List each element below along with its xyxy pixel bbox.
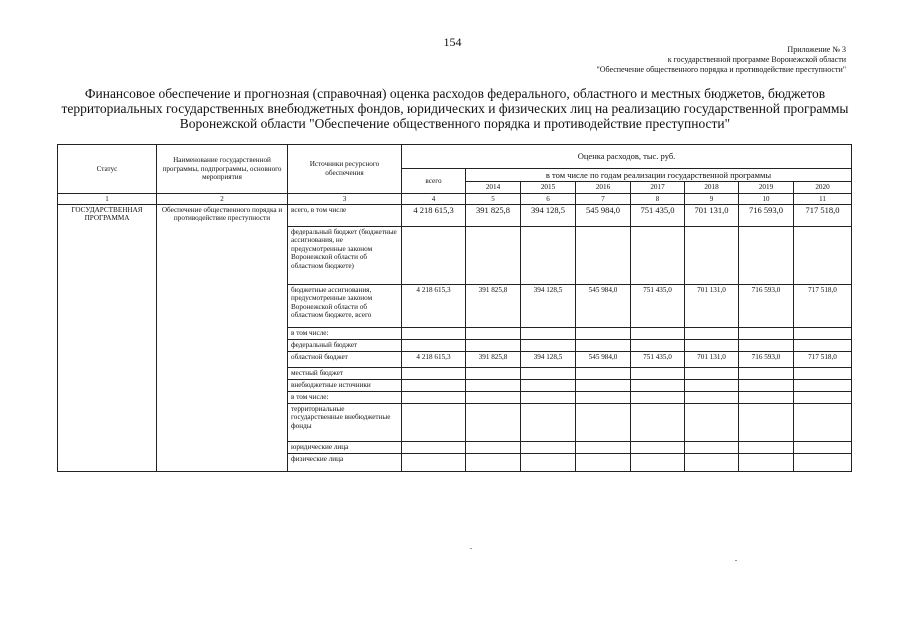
source-cell: федеральный бюджет (бюджетные ассигнования, не предусмотренные законом Воронежской области об областном бюджете)	[288, 226, 402, 284]
year-value-cell	[685, 441, 739, 453]
year-value-cell	[794, 391, 852, 403]
source-cell: бюджетные ассигнования, предусмотренные законом Воронежской области об областном бюджете, всего	[288, 284, 402, 327]
appendix-line-3: "Обеспечение общественного порядка и противодействие преступности"	[596, 65, 846, 74]
year-value-cell	[794, 327, 852, 339]
column-number: 4	[402, 193, 466, 204]
table-body	[58, 204, 852, 471]
year-value-cell	[521, 226, 576, 284]
year-value-cell: 545 984,0	[576, 204, 631, 226]
year-value-cell: 391 825,8	[466, 204, 521, 226]
year-value-cell	[521, 327, 576, 339]
appendix-line-2: к государственной программе Воронежской области	[667, 55, 846, 64]
total-cell	[402, 391, 466, 403]
year-value-cell	[466, 403, 521, 441]
header-estimate: Оценка расходов, тыс. руб.	[402, 145, 852, 169]
appendix-note	[596, 45, 846, 75]
total-cell	[402, 441, 466, 453]
header-year: 2020	[794, 182, 852, 194]
column-number: 6	[521, 193, 576, 204]
total-cell	[402, 339, 466, 351]
year-value-cell	[739, 441, 794, 453]
program-name-cell: Обеспечение общественного порядка и противодействие преступности	[157, 204, 288, 471]
year-value-cell	[739, 379, 794, 391]
year-value-cell: 701 131,0	[685, 204, 739, 226]
year-value-cell	[466, 379, 521, 391]
program-status-cell: ГОСУДАРСТВЕННАЯ ПРОГРАММА	[58, 204, 157, 471]
year-value-cell	[739, 391, 794, 403]
year-value-cell: 751 435,0	[631, 284, 685, 327]
source-cell: юридические лица	[288, 441, 402, 453]
column-number: 10	[739, 193, 794, 204]
year-value-cell: 716 593,0	[739, 204, 794, 226]
year-value-cell	[794, 226, 852, 284]
year-value-cell	[631, 403, 685, 441]
total-cell: 4 218 615,3	[402, 284, 466, 327]
source-cell: в том числе:	[288, 391, 402, 403]
year-value-cell	[794, 441, 852, 453]
year-value-cell	[631, 226, 685, 284]
year-value-cell: 716 593,0	[739, 284, 794, 327]
header-status: Статус	[58, 145, 157, 194]
year-value-cell	[631, 327, 685, 339]
year-value-cell: 394 128,5	[521, 284, 576, 327]
header-program-name: Наименование государственной программы, подпрограммы, основного мероприятия	[157, 145, 288, 194]
year-value-cell	[576, 453, 631, 471]
year-value-cell	[739, 453, 794, 471]
total-cell: 4 218 615,3	[402, 351, 466, 367]
year-value-cell	[794, 453, 852, 471]
column-number: 8	[631, 193, 685, 204]
year-value-cell: 717 518,0	[794, 204, 852, 226]
year-value-cell: 701 131,0	[685, 284, 739, 327]
table-row	[58, 204, 852, 226]
year-value-cell	[576, 379, 631, 391]
year-value-cell	[466, 391, 521, 403]
source-cell: внебюджетные источники	[288, 379, 402, 391]
year-value-cell	[631, 391, 685, 403]
source-cell: территориальные государственные внебюджетные фонды	[288, 403, 402, 441]
year-value-cell	[631, 453, 685, 471]
year-value-cell	[685, 327, 739, 339]
year-value-cell	[631, 441, 685, 453]
header-year: 2017	[631, 182, 685, 194]
year-value-cell	[521, 441, 576, 453]
year-value-cell	[794, 367, 852, 379]
header-year: 2015	[521, 182, 576, 194]
column-number: 9	[685, 193, 739, 204]
year-value-cell: 545 984,0	[576, 284, 631, 327]
year-value-cell	[685, 379, 739, 391]
column-number: 5	[466, 193, 521, 204]
year-value-cell	[631, 339, 685, 351]
year-value-cell	[466, 367, 521, 379]
total-cell	[402, 453, 466, 471]
year-value-cell	[739, 339, 794, 351]
year-value-cell	[576, 367, 631, 379]
source-cell: местный бюджет	[288, 367, 402, 379]
year-value-cell	[576, 403, 631, 441]
scan-speck	[470, 548, 472, 549]
year-value-cell: 394 128,5	[521, 204, 576, 226]
year-value-cell	[794, 339, 852, 351]
header-year: 2014	[466, 182, 521, 194]
page-number: 154	[443, 35, 462, 49]
year-value-cell: 391 825,8	[466, 284, 521, 327]
year-value-cell: 394 128,5	[521, 351, 576, 367]
year-value-cell	[576, 339, 631, 351]
header-year: 2016	[576, 182, 631, 194]
year-value-cell: 716 593,0	[739, 351, 794, 367]
document-title: Финансовое обеспечение и прогнозная (справочная) оценка расходов федерального, областного и местных бюджетов, бюджетов территориальных государственных внебюджетных фондов, юридических и физических лиц на реализацию государственной программы Воронежской области "Обеспечение общественного порядка и противодействие преступности"	[61, 86, 849, 131]
year-value-cell	[631, 379, 685, 391]
total-cell: 4 218 615,3	[402, 204, 466, 226]
year-value-cell: 717 518,0	[794, 351, 852, 367]
year-value-cell	[685, 367, 739, 379]
source-cell: федеральный бюджет	[288, 339, 402, 351]
column-number: 3	[288, 193, 402, 204]
year-value-cell: 751 435,0	[631, 204, 685, 226]
source-cell: физические лица	[288, 453, 402, 471]
year-value-cell	[739, 403, 794, 441]
year-value-cell	[521, 379, 576, 391]
year-value-cell	[576, 391, 631, 403]
year-value-cell	[631, 367, 685, 379]
header-year: 2019	[739, 182, 794, 194]
year-value-cell	[466, 453, 521, 471]
year-value-cell	[739, 226, 794, 284]
year-value-cell: 391 825,8	[466, 351, 521, 367]
column-number: 1	[58, 193, 157, 204]
source-cell: областной бюджет	[288, 351, 402, 367]
year-value-cell	[521, 391, 576, 403]
year-value-cell	[521, 453, 576, 471]
year-value-cell	[739, 327, 794, 339]
total-cell	[402, 226, 466, 284]
year-value-cell	[685, 226, 739, 284]
year-value-cell: 717 518,0	[794, 284, 852, 327]
year-value-cell	[521, 339, 576, 351]
year-value-cell	[794, 379, 852, 391]
year-value-cell: 751 435,0	[631, 351, 685, 367]
total-cell	[402, 327, 466, 339]
year-value-cell	[685, 403, 739, 441]
source-cell: всего, в том числе	[288, 204, 402, 226]
year-value-cell	[685, 453, 739, 471]
year-value-cell: 701 131,0	[685, 351, 739, 367]
header-total: всего	[402, 169, 466, 194]
column-number: 11	[794, 193, 852, 204]
financing-table	[57, 144, 852, 472]
year-value-cell	[685, 339, 739, 351]
year-value-cell	[685, 391, 739, 403]
header-year: 2018	[685, 182, 739, 194]
year-value-cell	[466, 441, 521, 453]
source-cell: в том числе:	[288, 327, 402, 339]
year-value-cell	[576, 327, 631, 339]
column-number: 2	[157, 193, 288, 204]
year-value-cell	[576, 441, 631, 453]
year-value-cell	[466, 327, 521, 339]
year-value-cell	[466, 226, 521, 284]
header-by-years: в том числе по годам реализации государственной программы	[466, 169, 852, 182]
year-value-cell	[576, 226, 631, 284]
total-cell	[402, 367, 466, 379]
year-value-cell	[521, 367, 576, 379]
year-value-cell: 545 984,0	[576, 351, 631, 367]
appendix-line-1: Приложение № 3	[787, 45, 846, 54]
scan-speck	[735, 560, 737, 561]
year-value-cell	[521, 403, 576, 441]
year-value-cell	[739, 367, 794, 379]
total-cell	[402, 403, 466, 441]
year-value-cell	[794, 403, 852, 441]
column-number: 7	[576, 193, 631, 204]
year-value-cell	[466, 339, 521, 351]
header-sources: Источники ресурсного обеспечения	[288, 145, 402, 194]
total-cell	[402, 379, 466, 391]
